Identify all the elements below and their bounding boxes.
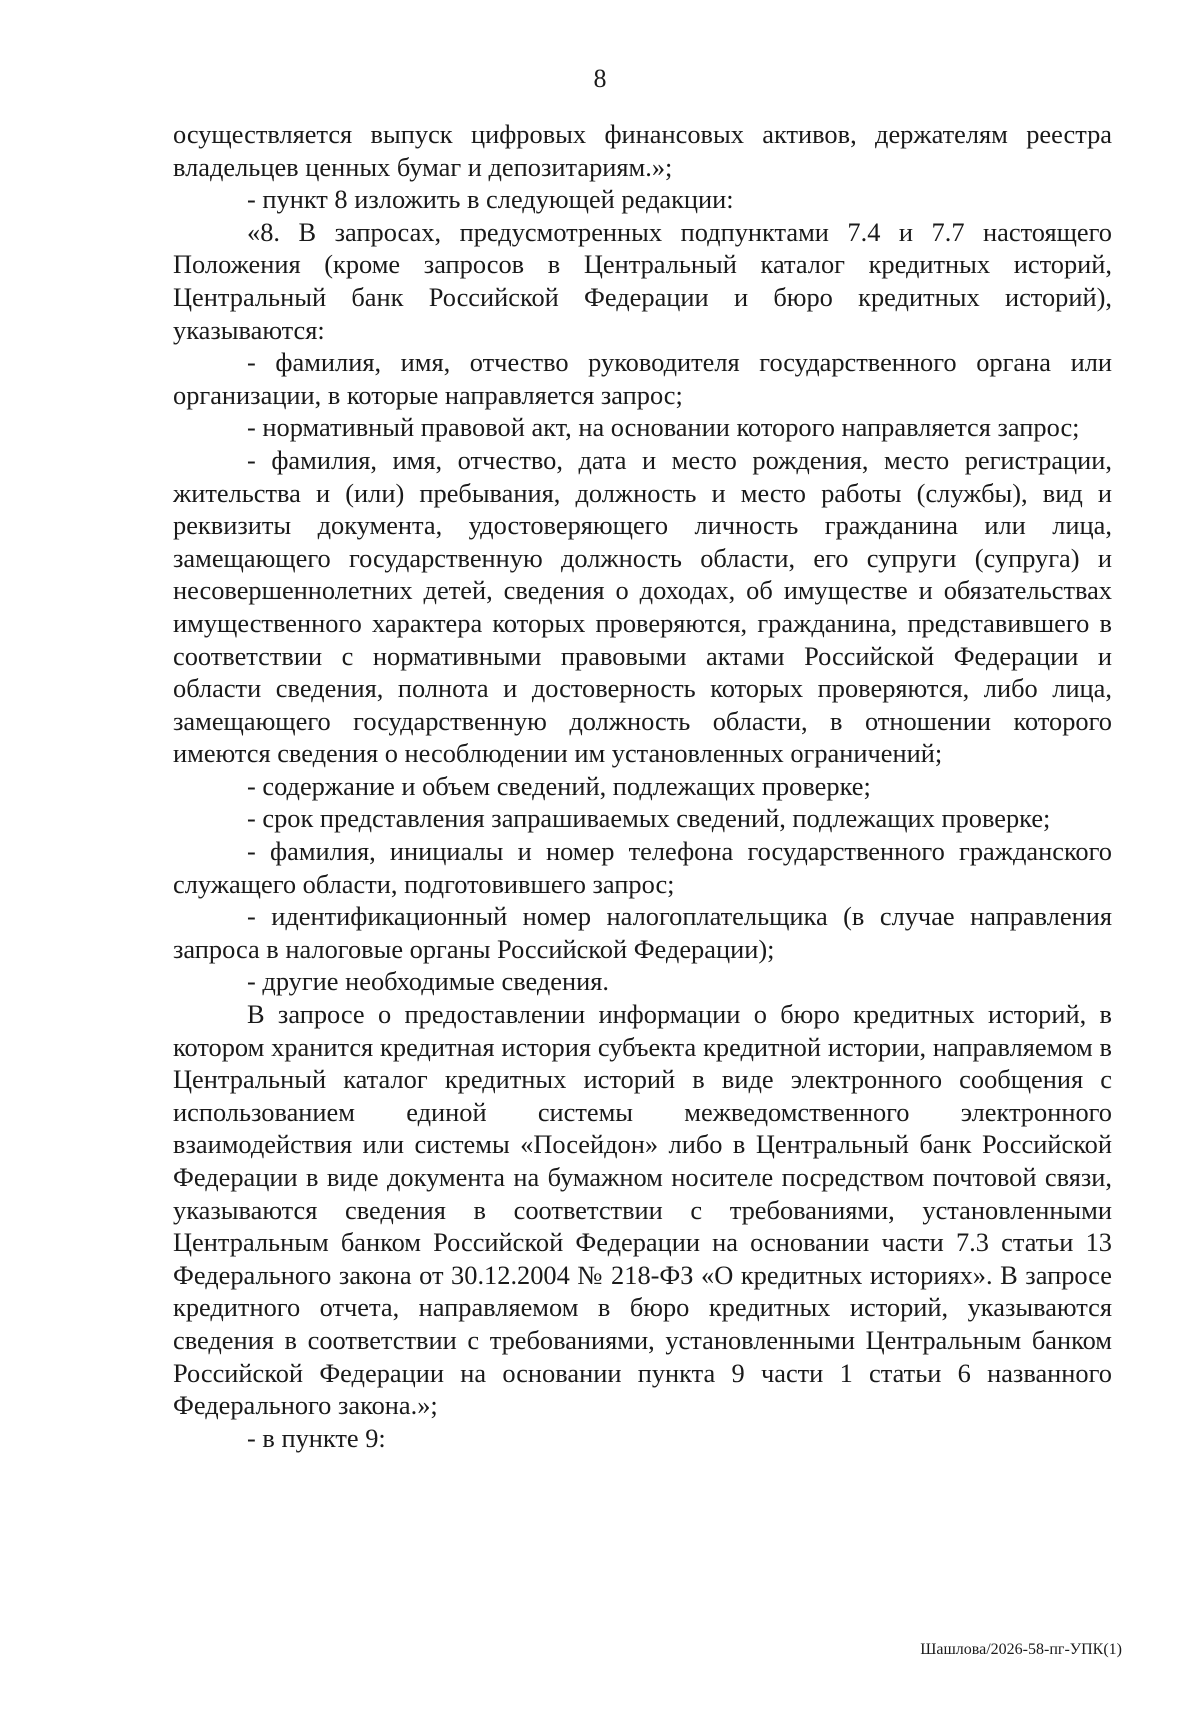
list-item-legal-act: - нормативный правовой акт, на основании которого направляется запрос; — [247, 412, 1080, 443]
page-number: 8 — [593, 64, 607, 93]
list-item-officer-contact: - фамилия, инициалы и номер телефона государственного гражданского служащего области, подготовившего запрос; — [173, 836, 1112, 899]
list-item-tax-id: - идентификационный номер налогоплательщика (в случае направления запроса в налоговые органы Российской Федерации); — [173, 901, 1112, 964]
list-item-head-name: - фамилия, имя, отчество руководителя государственного органа или организации, в которые направляется запрос; — [173, 347, 1112, 410]
list-item-person-details: - фамилия, имя, отчество, дата и место рождения, место регистрации, жительства и (или) пребывания, должность и место работы (службы), вид и реквизиты документа, удостоверяющего личность гражданина или лица, замещающего государственную должность области, его супруги (супруга) и несовершеннолетних детей, сведения о доходах, об имуществе и обязательствах имущественного характера которых проверяются, гражданина, представившего в соответствии с нормативными правовыми актами Российской Федерации и области сведения, полнота и достоверность которых проверяются, либо лица, замещающего государственную должность области, в отношении которого имеются сведения о несоблюдении им установленных ограничений; — [173, 444, 1112, 769]
list-item-deadline: - срок представления запрашиваемых сведений, подлежащих проверке; — [247, 803, 1051, 834]
paragraph-item-8-instruction: - пункт 8 изложить в следующей редакции: — [247, 184, 734, 215]
document-footer-code: Шашлова/2026-58-пг-УПК(1) — [920, 1641, 1122, 1658]
paragraph-item-9-instruction: - в пункте 9: — [247, 1422, 386, 1453]
list-item-content-scope: - содержание и объем сведений, подлежащих проверке; — [247, 770, 871, 801]
document-body — [173, 118, 1112, 1454]
list-item-other-info: - другие необходимые сведения. — [247, 966, 609, 997]
paragraph-continuation: осуществляется выпуск цифровых финансовых активов, держателям реестра владельцев ценных бумаг и депозитариям.»; — [173, 119, 1112, 182]
paragraph-credit-history-request: В запросе о предоставлении информации о бюро кредитных историй, в котором хранится кредитная история субъекта кредитной истории, направляемом в Центральный каталог кредитных историй в виде электронного сообщения с использованием единой системы межведомственного электронного взаимодействия или системы «Посейдон» либо в Центральный банк Российской Федерации в виде документа на бумажном носителе посредством почтовой связи, указываются сведения в соответствии с требованиями, установленными Центральным банком Российской Федерации на основании части 7.3 статьи 13 Федерального закона от 30.12.2004 № 218-ФЗ «О кредитных историях». В запросе кредитного отчета, направляемом в бюро кредитных историй, указываются сведения в соответствии с требованиями, установленными Центральным банком Российской Федерации на основании пункта 9 части 1 статьи 6 названного Федерального закона.»; — [173, 999, 1112, 1421]
paragraph-item-8-text: «8. В запросах, предусмотренных подпунктами 7.4 и 7.7 настоящего Положения (кроме запросов в Центральный каталог кредитных историй, Центральный банк Российской Федерации и бюро кредитных историй), указываются: — [173, 216, 1112, 345]
